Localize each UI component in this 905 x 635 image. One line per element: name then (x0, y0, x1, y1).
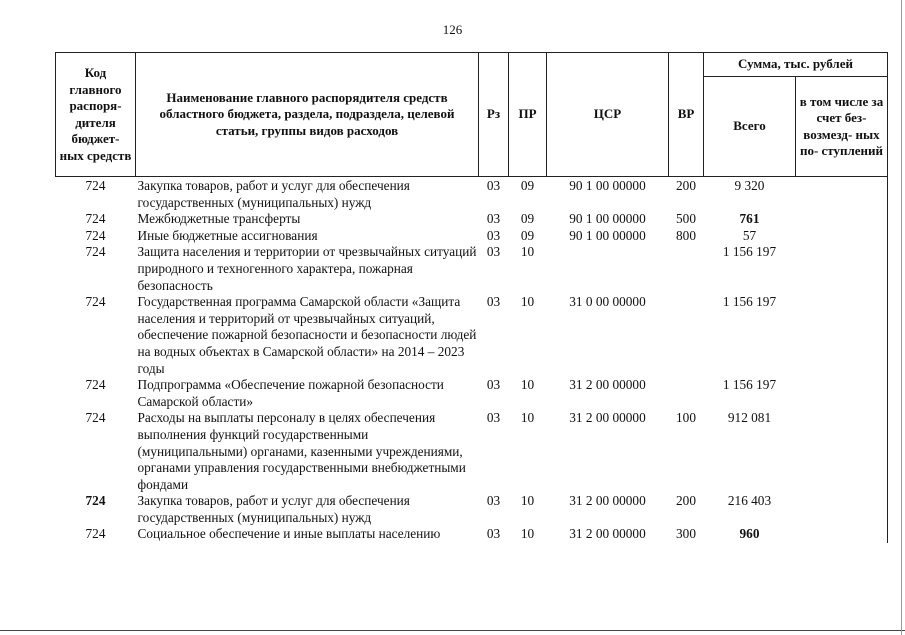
row-code: 724 (85, 377, 106, 393)
row-vr (669, 294, 704, 377)
row-vr: 200 (676, 493, 696, 509)
row-csr: 31 2 00 00000 (569, 493, 646, 509)
row-rz: 03 (486, 244, 501, 260)
row-rz: 03 (486, 526, 501, 542)
row-gratuitous (796, 228, 888, 245)
row-csr (547, 244, 669, 294)
row-pr: 10 (520, 526, 535, 542)
page-right-edge (901, 0, 902, 635)
row-code: 724 (85, 493, 106, 509)
row-name: Иные бюджетные ассигнования (137, 227, 318, 243)
row-code: 724 (85, 211, 106, 227)
row-name: Государственная программа Самарской области «Защита населения и территорий от чрезвычайных ситуаций, обеспечение пожарной безопасности и безопасности людей на водных объектах в Самарской области» на 2014 – 2023 годы (137, 294, 477, 376)
row-pr: 10 (520, 493, 535, 509)
row-total: 1 156 197 (722, 294, 777, 310)
table-row (56, 177, 888, 212)
row-csr: 31 2 00 00000 (569, 410, 646, 426)
header-amount-group: Сумма, тыс. рублей (704, 53, 888, 77)
header-rz: Рз (479, 53, 509, 177)
row-csr: 90 1 00 00000 (569, 211, 646, 227)
row-pr: 10 (520, 294, 535, 310)
row-vr: 300 (676, 526, 696, 542)
row-csr: 90 1 00 00000 (569, 178, 646, 193)
row-gratuitous (796, 377, 888, 410)
row-gratuitous (796, 410, 888, 493)
row-total: 1 156 197 (722, 377, 777, 393)
table-row (56, 211, 888, 228)
header-name: Наименование главного распорядителя средств областного бюджета, раздела, подраздела, целевой статьи, группы видов расходов (136, 53, 479, 177)
header-total: Всего (704, 77, 796, 177)
row-total: 216 403 (727, 493, 772, 509)
row-code: 724 (85, 526, 106, 542)
header-vr: ВР (669, 53, 704, 177)
row-name: Защита населения и территории от чрезвычайных ситуаций природного и техногенного характера, пожарная безопасность (137, 244, 477, 293)
table-row (56, 493, 888, 526)
row-csr: 90 1 00 00000 (569, 227, 646, 243)
row-pr: 09 (520, 227, 535, 243)
row-csr: 31 2 00 00000 (569, 526, 646, 542)
row-csr: 31 0 00 00000 (569, 294, 646, 310)
row-code: 724 (85, 244, 106, 260)
row-vr (669, 244, 704, 294)
row-rz: 03 (486, 410, 501, 426)
row-code: 724 (85, 294, 106, 310)
budget-table (55, 52, 888, 543)
page-number: 126 (442, 22, 463, 37)
row-pr: 10 (520, 244, 535, 260)
row-rz: 03 (486, 227, 501, 243)
row-name: Закупка товаров, работ и услуг для обеспечения государственных (муниципальных) нужд (137, 178, 410, 210)
row-name: Закупка товаров, работ и услуг для обеспечения государственных (муниципальных) нужд (137, 493, 410, 525)
row-rz: 03 (486, 493, 501, 509)
table-row (56, 410, 888, 493)
row-rz: 03 (486, 211, 501, 227)
table-row (56, 294, 888, 377)
row-total: 1 156 197 (722, 244, 777, 260)
row-name: Межбюджетные трансферты (137, 211, 301, 227)
row-pr: 09 (520, 211, 535, 227)
table-row (56, 377, 888, 410)
row-gratuitous (796, 526, 888, 543)
header-pr: ПР (509, 53, 547, 177)
header-gratuitous: в том числе за счет без- возмезд- ных по- ступлений (796, 77, 888, 177)
row-pr: 09 (520, 178, 535, 193)
row-vr: 800 (676, 227, 696, 243)
row-total: 9 320 (734, 178, 765, 193)
row-vr: 100 (676, 410, 696, 426)
row-pr: 10 (520, 377, 535, 393)
row-rz: 03 (486, 178, 501, 193)
row-gratuitous (796, 294, 888, 377)
row-vr (669, 377, 704, 410)
row-rz: 03 (486, 377, 501, 393)
row-gratuitous (796, 211, 888, 228)
row-vr: 500 (676, 211, 696, 227)
row-total: 761 (739, 211, 760, 227)
row-name: Социальное обеспечение и иные выплаты населению (137, 526, 441, 542)
table-row (56, 244, 888, 294)
row-code: 724 (85, 227, 106, 243)
header-code: Код главного распоря- дителя бюджет- ных средств (56, 53, 136, 177)
table-body (56, 177, 888, 544)
row-name: Расходы на выплаты персоналу в целях обеспечения выполнения функций государственными (муниципальными) органами, казенными учреждениями, органами управления государственными внебюджетными фондами (137, 410, 466, 492)
page-bottom-edge (0, 630, 905, 631)
row-pr: 10 (520, 410, 535, 426)
row-total: 960 (739, 526, 760, 542)
table-row (56, 228, 888, 245)
row-gratuitous (796, 244, 888, 294)
row-vr: 200 (676, 178, 696, 193)
row-code: 724 (85, 410, 106, 426)
table-header (56, 53, 888, 177)
row-total: 57 (742, 227, 757, 243)
row-rz: 03 (486, 294, 501, 310)
table-row (56, 526, 888, 543)
row-gratuitous (796, 177, 888, 212)
row-total: 912 081 (727, 410, 772, 426)
row-csr: 31 2 00 00000 (569, 377, 646, 393)
header-csr: ЦСР (547, 53, 669, 177)
row-name: Подпрограмма «Обеспечение пожарной безопасности Самарской области» (137, 377, 444, 409)
row-gratuitous (796, 493, 888, 526)
row-code: 724 (85, 178, 106, 193)
